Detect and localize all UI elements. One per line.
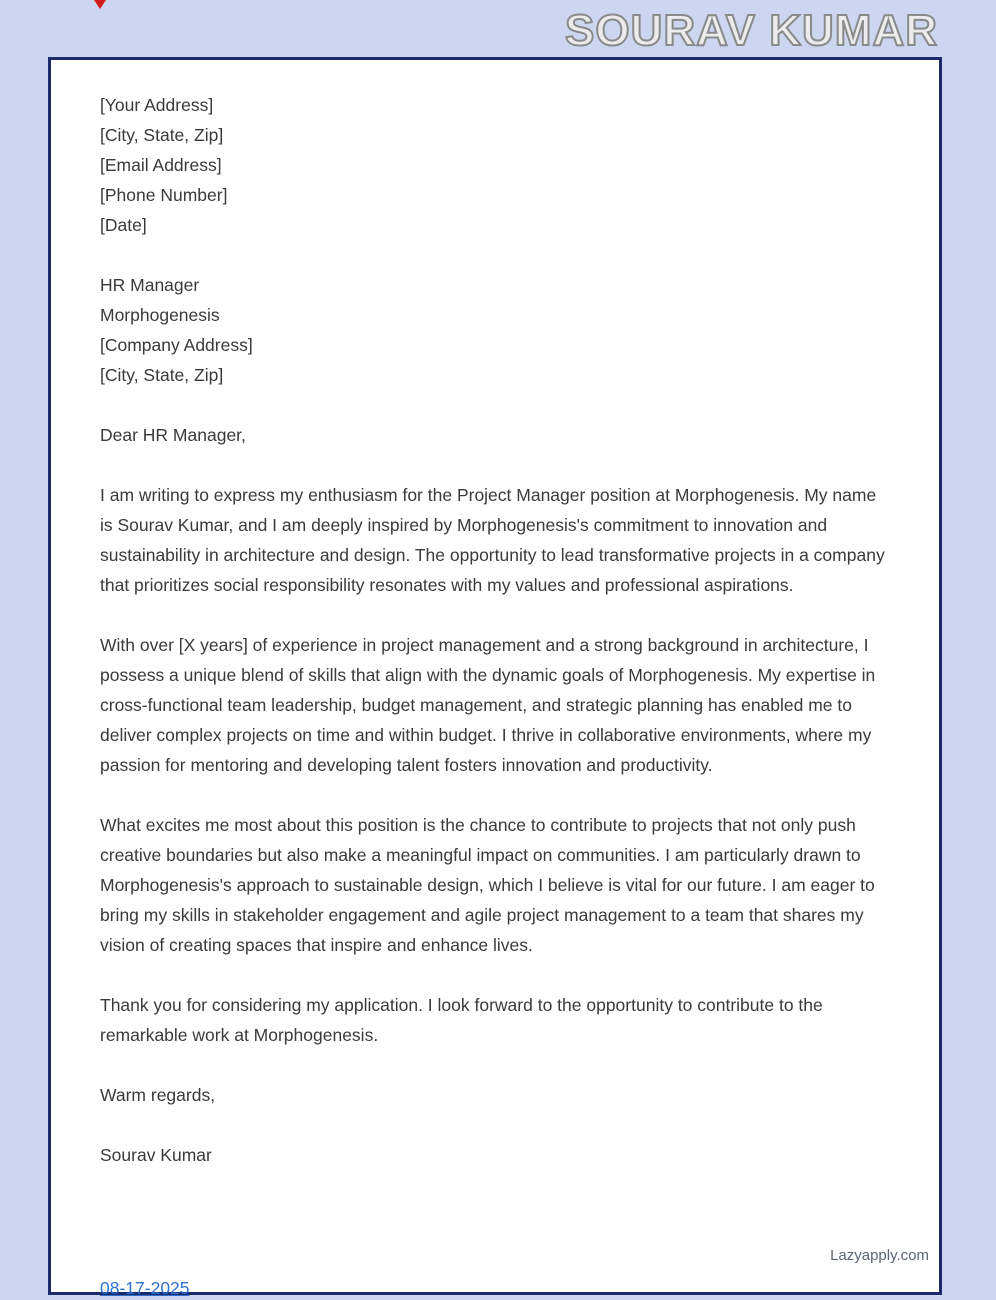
recipient-line: HR Manager	[100, 275, 200, 295]
watermark: Lazyapply.com	[830, 1247, 929, 1264]
signature-name: Sourav Kumar	[100, 1145, 212, 1165]
salutation: Dear HR Manager,	[100, 425, 246, 445]
body-paragraph: With over [X years] of experience in project management and a strong background in architecture, I possess a unique blend of skills that align with the dynamic goals of Morphogenesis. My expertise in cross-functional team leadership, budget management, and strategic planning has enabled me to deliver complex projects on time and within budget. I thrive in collaborative environments, where my passion for mentoring and developing talent fosters innovation and productivity.	[100, 635, 876, 775]
sender-line: [Phone Number]	[100, 185, 228, 205]
date-link[interactable]: 08-17-2025	[100, 1278, 190, 1298]
closing: Warm regards,	[100, 1085, 216, 1105]
sender-block	[100, 90, 890, 240]
body-paragraph: I am writing to express my enthusiasm for the Project Manager position at Morphogenesis. My name is Sourav Kumar, and I am deeply inspired by Morphogenesis's commitment to innovation and sustainability in architecture and design. The opportunity to lead transformative projects in a company that prioritizes social responsibility resonates with my values and professional aspirations.	[100, 485, 885, 595]
sender-line: [Your Address]	[100, 95, 214, 115]
recipient-block	[100, 270, 890, 390]
recipient-line: [City, State, Zip]	[100, 365, 224, 385]
letter-content	[51, 60, 939, 1170]
header-name: SOURAV KUMAR	[565, 6, 938, 55]
body-paragraph: What excites me most about this position is the chance to contribute to projects that not only push creative boundaries but also make a meaningful impact on communities. I am particularly drawn to Morphogenesis's approach to sustainable design, which I believe is vital for our future. I am eager to bring my skills in stakeholder engagement and agile project management to a team that shares my vision of creating spaces that inspire and enhance lives.	[100, 815, 875, 955]
recipient-line: [Company Address]	[100, 335, 253, 355]
sender-line: [Date]	[100, 215, 147, 235]
sender-line: [Email Address]	[100, 155, 222, 175]
red-artifact-mark	[94, 0, 106, 9]
body-paragraph: Thank you for considering my application. I look forward to the opportunity to contribute to the remarkable work at Morphogenesis.	[100, 995, 823, 1045]
recipient-line: Morphogenesis	[100, 305, 220, 325]
letter-page	[48, 57, 942, 1298]
sender-line: [City, State, Zip]	[100, 125, 224, 145]
